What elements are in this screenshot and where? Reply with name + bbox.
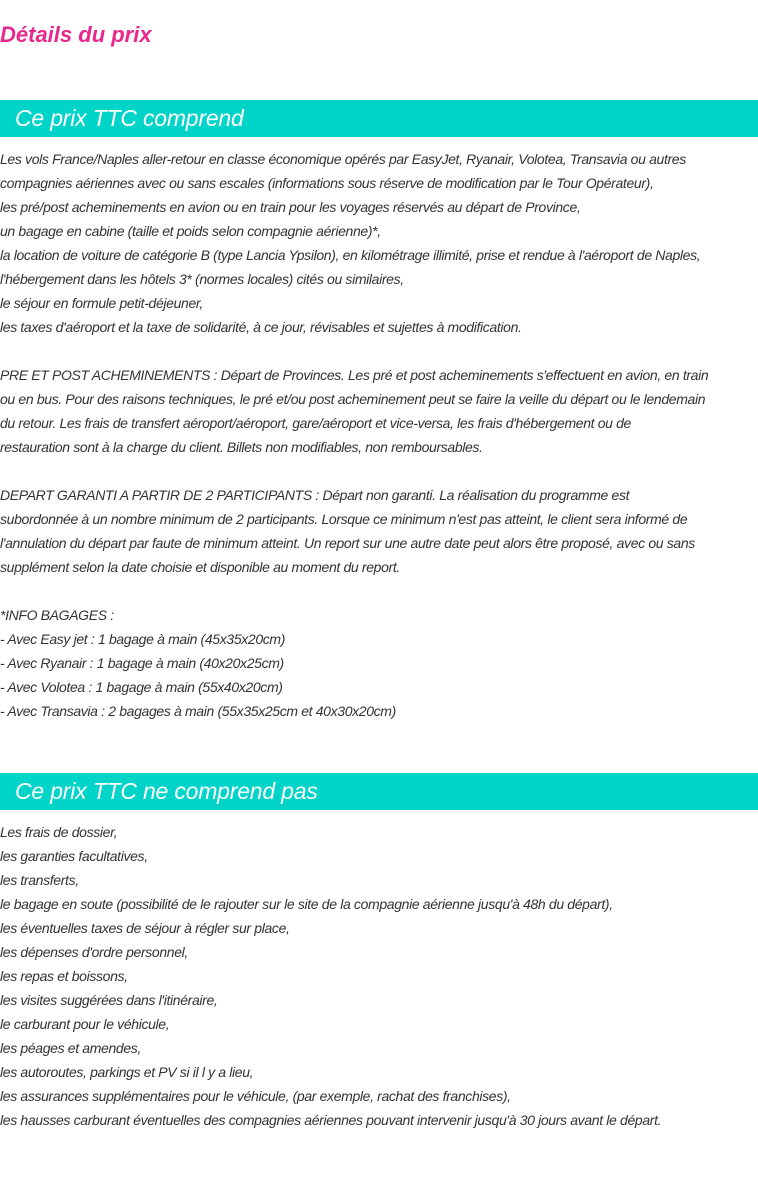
excludes-item: les visites suggérées dans l'itinéraire, [0, 992, 218, 1008]
includes-item: les pré/post acheminements en avion ou en train pour les voyages réservés au départ de Province, [0, 199, 581, 215]
baggage-info-item: - Avec Easy jet : 1 bagage à main (45x35x20cm) [0, 631, 286, 647]
baggage-info-item: - Avec Volotea : 1 bagage à main (55x40x20cm) [0, 679, 283, 695]
excludes-content [0, 820, 758, 1132]
page-title: Détails du prix [0, 22, 152, 47]
includes-item: un bagage en cabine (taille et poids selon compagnie aérienne)*, [0, 223, 381, 239]
includes-item: compagnies aériennes avec ou sans escales (informations sous réserve de modification par le Tour Opérateur), [0, 175, 654, 191]
excludes-item: les repas et boissons, [0, 968, 128, 984]
excludes-item: les assurances supplémentaires pour le véhicule, (par exemple, rachat des franchises), [0, 1088, 511, 1104]
baggage-info [0, 603, 758, 723]
excludes-item: les éventuelles taxes de séjour à régler sur place, [0, 920, 290, 936]
excludes-item: les transferts, [0, 872, 79, 888]
excludes-item: les garanties facultatives, [0, 848, 148, 864]
excludes-heading: Ce prix TTC ne comprend pas [15, 778, 318, 804]
transfers-note-line: restauration sont à la charge du client. Billets non modifiables, non remboursables. [0, 439, 483, 455]
transfers-note [0, 363, 758, 459]
guarantee-note [0, 483, 758, 579]
excludes-item: les hausses carburant éventuelles des compagnies aériennes pouvant intervenir jusqu'à 30 jours avant le départ. [0, 1112, 662, 1128]
excludes-list [0, 820, 758, 1132]
includes-item: le séjour en formule petit-déjeuner, [0, 295, 203, 311]
excludes-item: les autoroutes, parkings et PV si il l y a lieu, [0, 1064, 254, 1080]
excludes-item: Les frais de dossier, [0, 824, 118, 840]
transfers-note-line: du retour. Les frais de transfert aéroport/aéroport, gare/aéroport et vice-versa, les frais d'hébergement ou de [0, 415, 631, 431]
includes-item: Les vols France/Naples aller-retour en classe économique opérés par EasyJet, Ryanair, Volotea, Transavia ou autres [0, 151, 686, 167]
includes-list [0, 147, 758, 339]
baggage-info-title: *INFO BAGAGES : [0, 607, 114, 623]
excludes-item: les dépenses d'ordre personnel, [0, 944, 188, 960]
includes-item: la location de voiture de catégorie B (type Lancia Ypsilon), en kilométrage illimité, prise et rendue à l'aéroport de Naples, [0, 247, 701, 263]
baggage-info-item: - Avec Transavia : 2 bagages à main (55x35x25cm et 40x30x20cm) [0, 703, 396, 719]
includes-heading: Ce prix TTC comprend [15, 105, 244, 131]
excludes-item: les péages et amendes, [0, 1040, 141, 1056]
guarantee-note-line: DEPART GARANTI A PARTIR DE 2 PARTICIPANTS : Départ non garanti. La réalisation du programme est [0, 487, 630, 503]
includes-section-header [0, 100, 758, 137]
transfers-note-line: ou en bus. Pour des raisons techniques, le pré et/ou post acheminement peut se faire la veille du départ ou le lendemain [0, 391, 706, 407]
excludes-item: le bagage en soute (possibilité de le rajouter sur le site de la compagnie aérienne jusqu'à 48h du départ), [0, 896, 613, 912]
guarantee-note-line: l'annulation du départ par faute de minimum atteint. Un report sur une autre date peut alors être proposé, avec ou sans [0, 535, 695, 551]
includes-item: l'hébergement dans les hôtels 3* (normes locales) cités ou similaires, [0, 271, 404, 287]
guarantee-note-line: subordonnée à un nombre minimum de 2 participants. Lorsque ce minimum n'est pas atteint, le client sera informé de [0, 511, 688, 527]
transfers-note-line: PRE ET POST ACHEMINEMENTS : Départ de Provinces. Les pré et post acheminements s'effectuent en avion, en train [0, 367, 709, 383]
includes-item: les taxes d'aéroport et la taxe de solidarité, à ce jour, révisables et sujettes à modification. [0, 319, 522, 335]
baggage-info-item: - Avec Ryanair : 1 bagage à main (40x20x25cm) [0, 655, 284, 671]
includes-content [0, 147, 758, 723]
excludes-section-header [0, 773, 758, 810]
guarantee-note-line: supplément selon la date choisie et disponible au moment du report. [0, 559, 400, 575]
excludes-item: le carburant pour le véhicule, [0, 1016, 170, 1032]
